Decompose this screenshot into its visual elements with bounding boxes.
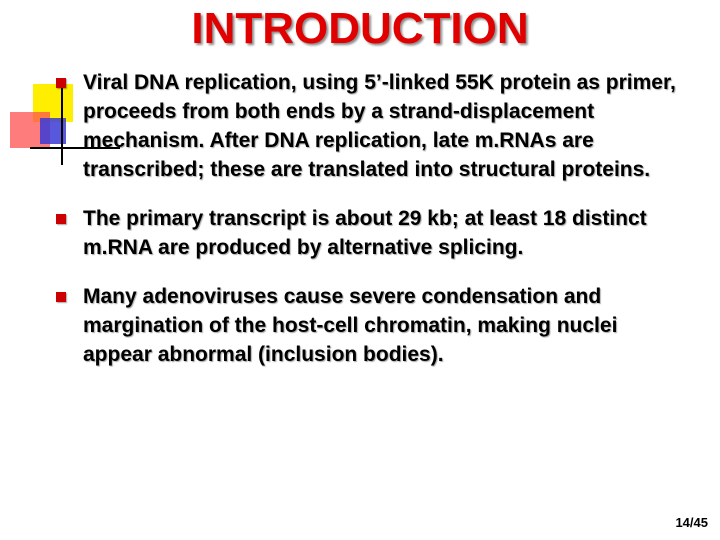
square-bullet-icon bbox=[56, 78, 66, 88]
bullet-text: Many adenoviruses cause severe condensation and margination of the host-cell chromatin, making nuclei appear abnormal (inclusion bodies). bbox=[83, 285, 618, 366]
bullet-item bbox=[52, 204, 692, 262]
bullet-item bbox=[52, 282, 692, 369]
bullet-text: Viral DNA replication, using 5’-linked 55K protein as primer, proceeds from both ends by a strand-displacement mechanism. After DNA replication, late m.RNAs are transcribed; these are translated into structural proteins. bbox=[83, 71, 676, 181]
bullet-item bbox=[52, 68, 692, 184]
square-bullet-icon bbox=[56, 292, 66, 302]
bullet-list bbox=[52, 68, 692, 369]
page-number: 14/45 bbox=[675, 515, 708, 530]
bullet-text: The primary transcript is about 29 kb; at least 18 distinct m.RNA are produced by alternative splicing. bbox=[83, 207, 647, 259]
slide-title: INTRODUCTION bbox=[191, 4, 529, 53]
square-bullet-icon bbox=[56, 214, 66, 224]
